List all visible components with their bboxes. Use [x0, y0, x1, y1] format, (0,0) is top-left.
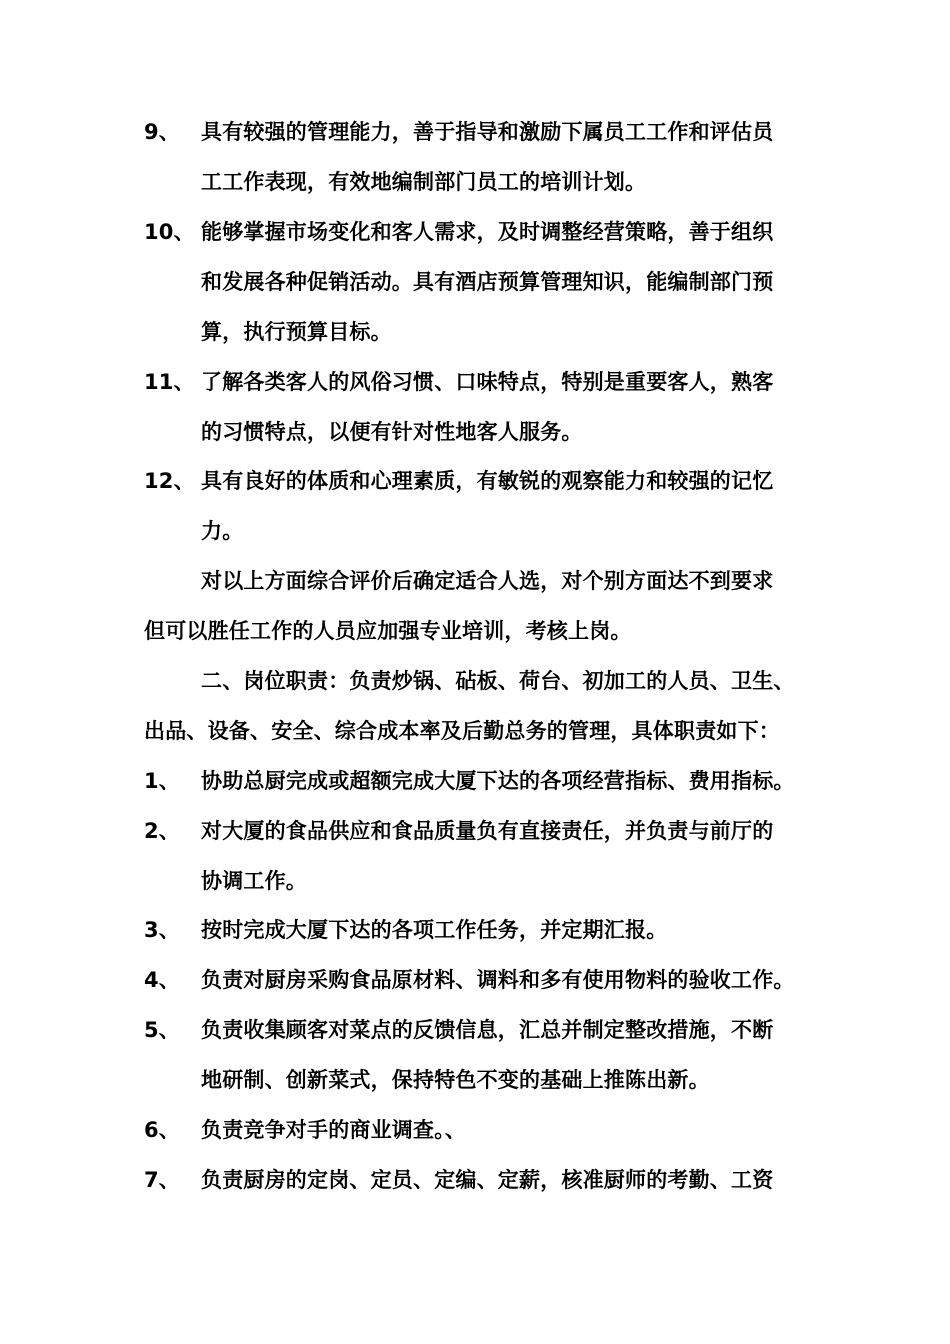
item-10-number: 10、 [144, 220, 195, 244]
item-10-line-1: 能够掌握市场变化和客人需求，及时调整经营策略，善于组织 [201, 220, 774, 244]
duty-2-number: 2、 [144, 819, 181, 843]
item-9-line-2: 工工作表现，有效地编制部门员工的培训计划。 [201, 170, 647, 194]
section-heading-line-2: 出品、设备、安全、综合成本率及后勤总务的管理，具体职责如下： [144, 719, 780, 743]
item-11-line-1: 了解各类客人的风俗习惯、口味特点，特别是重要客人，熟客 [201, 370, 774, 394]
duty-7-number: 7、 [144, 1168, 181, 1192]
duty-4-number: 4、 [144, 968, 181, 992]
item-12-number: 12、 [144, 469, 195, 493]
item-11-number: 11、 [144, 370, 195, 394]
duty-5-number: 5、 [144, 1018, 181, 1042]
item-10-line-2: 和发展各种促销活动。具有酒店预算管理知识，能编制部门预 [201, 270, 774, 294]
item-9-number: 9、 [144, 120, 181, 144]
item-12-line-2: 力。 [201, 519, 244, 543]
duty-2-line-2: 协调工作。 [201, 869, 307, 893]
duty-4-line-1: 负责对厨房采购食品原材料、调料和多有使用物料的验收工作。 [201, 968, 795, 992]
duty-7-line-1: 负责厨房的定岗、定员、定编、定薪，核准厨师的考勤、工资 [201, 1168, 774, 1192]
duty-6-number: 6、 [144, 1118, 181, 1142]
item-10-line-3: 算，执行预算目标。 [201, 320, 392, 344]
duty-3-number: 3、 [144, 918, 181, 942]
item-9-line-1: 具有较强的管理能力，善于指导和激励下属员工工作和评估员 [201, 120, 774, 144]
item-11-line-2: 的习惯特点，以便有针对性地客人服务。 [201, 420, 583, 444]
duty-3-line-1: 按时完成大厦下达的各项工作任务，并定期汇报。 [201, 918, 668, 942]
item-12-line-1: 具有良好的体质和心理素质，有敏锐的观察能力和较强的记忆 [201, 469, 774, 493]
summary-paragraph-line-2: 但可以胜任工作的人员应加强专业培训，考核上岗。 [144, 619, 632, 643]
duty-1-number: 1、 [144, 769, 181, 793]
summary-paragraph-line-1: 对以上方面综合评价后确定适合人选，对个别方面达不到要求 [201, 569, 774, 593]
duty-6-line-1: 负责竞争对手的商业调查。、 [201, 1118, 467, 1142]
duty-1-line-1: 协助总厨完成或超额完成大厦下达的各项经营指标、费用指标。 [201, 769, 795, 793]
section-heading-line-1: 二、岗位职责：负责炒锅、砧板、荷台、初加工的人员、卫生、 [201, 669, 795, 693]
duty-5-line-1: 负责收集顾客对菜点的反馈信息，汇总并制定整改措施，不断 [201, 1018, 774, 1042]
duty-2-line-1: 对大厦的食品供应和食品质量负有直接责任，并负责与前厅的 [201, 819, 774, 843]
duty-5-line-2: 地研制、创新菜式，保持特色不变的基础上推陈出新。 [201, 1068, 710, 1092]
